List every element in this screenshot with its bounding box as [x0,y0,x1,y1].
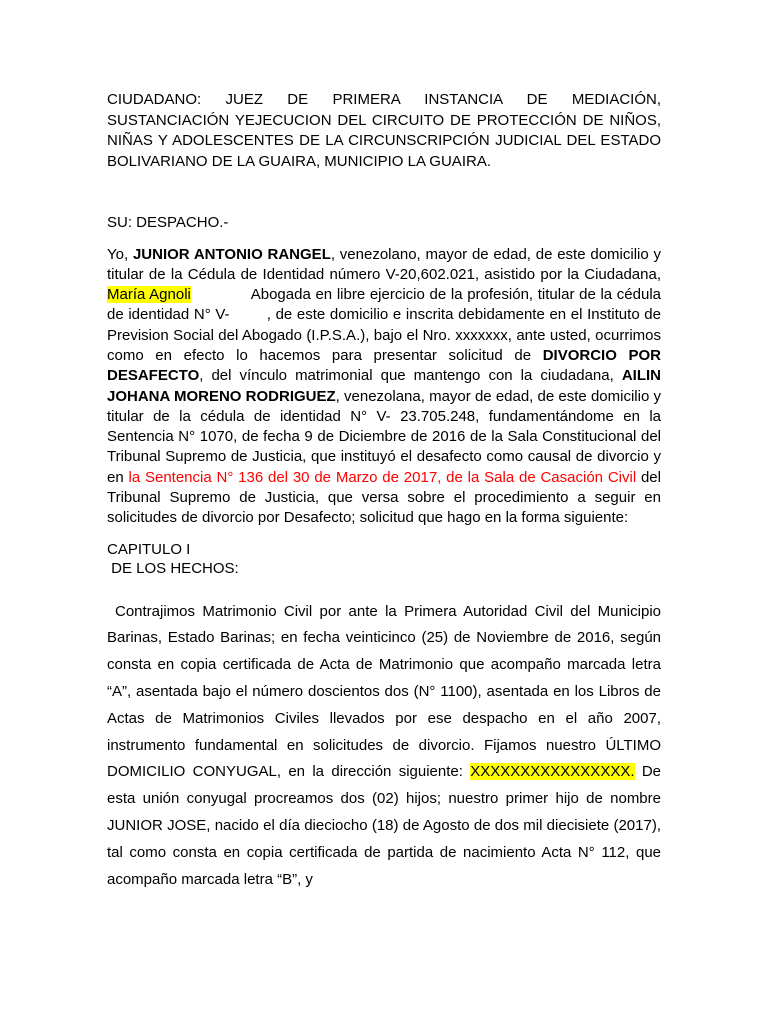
intro-text-1: Yo, [107,245,133,263]
chapter-title: DE LOS HECHOS: [107,559,239,577]
petitioner-name: JUNIOR ANTONIO RANGEL [132,245,331,263]
intro-text-6: del Tribunal Supremo de Justicia, que versa sobre el procedimiento a seguir en solicitudes de divorcio por Desafecto; solicitud que hago en la forma siguiente: [107,468,661,527]
spouse-name: AILIN JOHANA MORENO RODRIGUEZ [107,367,661,405]
salutation: SU: DESPACHO.- [107,214,229,231]
document-page [107,90,666,893]
addressee-heading: CIUDADANO: JUEZ DE PRIMERA INSTANCIA DE MEDIACIÓN, SUSTANCIACIÓN YEJECUCION DEL CIRCUITO DE PROTECCIÓN DE NIÑOS, NIÑAS Y ADOLESCENTES DE LA CIRCUNSCRIPCIÓN JUDICIAL DEL ESTADO BOLIVARIANO DE LA GUAIRA, MUNICIPIO LA GUAIRA. [107,91,661,170]
intro-text-4: , del vínculo matrimonial que mantengo con la ciudadana, [199,367,622,385]
intro-paragraph [107,245,666,529]
lawyer-name-highlight: María Agnoli [107,286,191,304]
request-type: DIVORCIO POR DESAFECTO [107,346,661,385]
intro-text-5: , venezolana, mayor de edad, de este domicilio y titular de la cédula de identidad N° V- 23.705.248, fundamentándome en la Sentencia N° 1070, de fecha 9 de Diciembre de 2016 de la Sala Constitucional del Tribunal Supremo de Justicia, que instituyó el desafecto como causal de divorcio y en [107,387,661,486]
conjugal-address-highlight: XXXXXXXXXXXXXXXX. [470,763,635,781]
facts-text-2: De esta unión conyugal procreamos dos (02) hijos; nuestro primer hijo de nombre JUNIOR JOSE, nacido el día dieciocho (18) de Agosto de dos mil diecisiete (2017), tal como consta en copia certificada de partida de nacimiento Acta N° 112, que acompaño marcada letra “B”, y [107,763,662,888]
facts-paragraph [107,599,661,894]
facts-text-1: Contrajimos Matrimonio Civil por ante la Primera Autoridad Civil del Municipio Barinas, Estado Barinas; en fecha veinticinco (25) de Noviembre de 2016, según consta en copia certificada de Acta de Matrimonio que acompaño marcada letra “A”, asentada bajo el número doscientos dos (N° 1100), asentada en los Libros de Actas de Matrimonios Civiles llevados por ese despacho en el año 2007, instrumento fundamental en solicitudes de divorcio. Fijamos nuestro ÚLTIMO DOMICILIO CONYUGAL, en la dirección siguiente: [107,602,661,781]
chapter-number: CAPITULO I [107,540,191,558]
sentence-reference-red: la Sentencia N° 136 del 30 de Marzo de 2017, de la Sala de Casación Civil [128,468,637,486]
intro-text-2: , venezolano, mayor de edad, de este domicilio y titular de la Cédula de Identidad número V-20,602.021, asistido por la Ciudadana, [107,245,661,283]
intro-text-3: Abogada en libre ejercicio de la profesión, titular de la cédula de identidad N° V- , de este domicilio e inscrita debidamente en el Instituto de Prevision Social del Abogado (I.P.S.A.), bajo el Nro. xxxxxxx, ante usted, ocurrimos como en efecto lo hacemos para presentar solicitud de [107,286,666,364]
